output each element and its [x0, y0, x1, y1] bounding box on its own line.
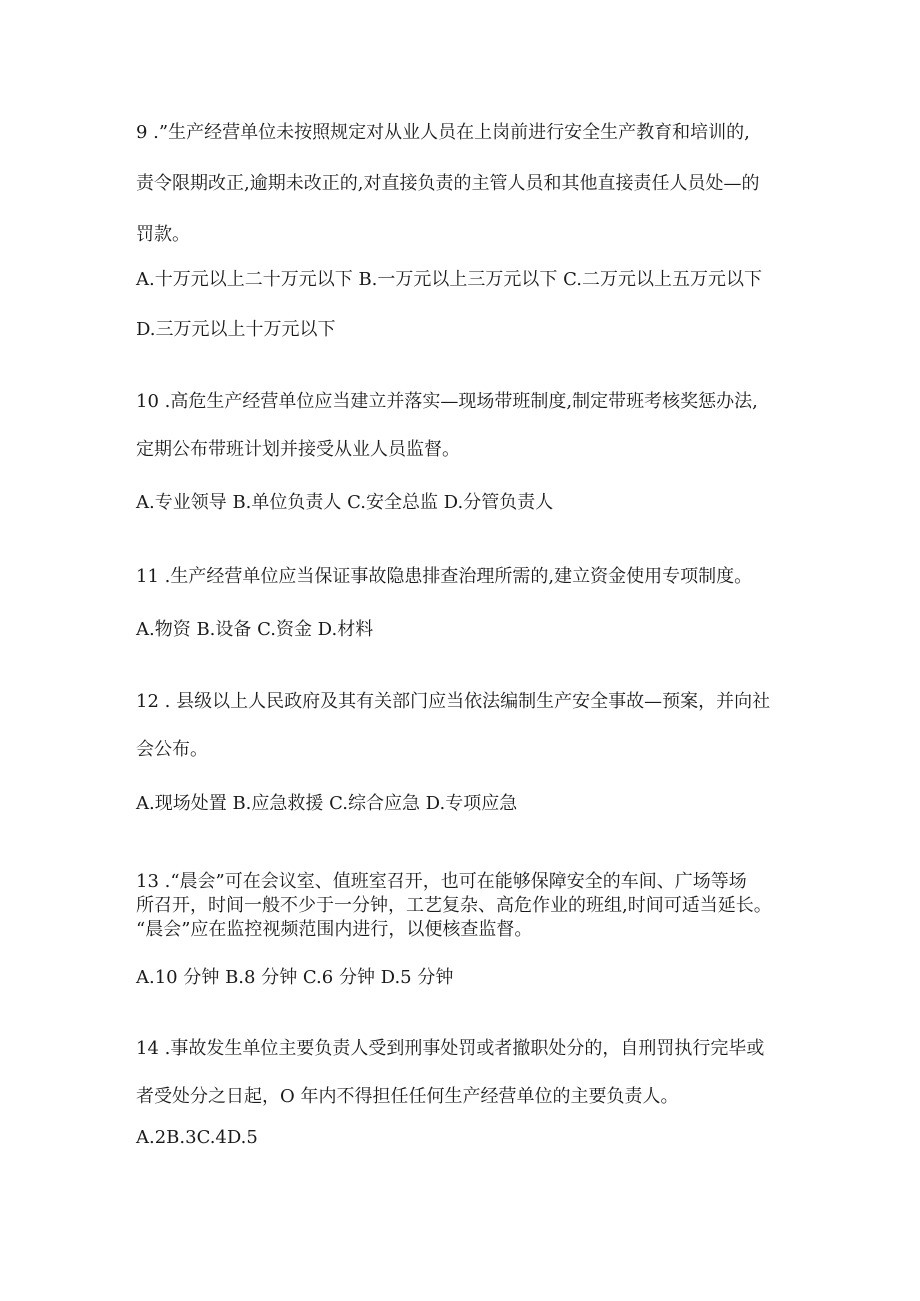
question-10-line-1: 10 .高危生产经营单位应当建立并落实—现场带班制度,制定带班考核奖惩办法,	[136, 391, 758, 412]
question-9-options-1: A.十万元以上二十万元以下 B.一万元以上三万元以下 C.二万元以上五万元以下	[136, 269, 762, 290]
question-10-options: A.专业领导 B.单位负责人 C.安全总监 D.分管负责人	[136, 492, 554, 513]
question-13-line-1: 13 .“晨会”可在会议室、值班室召开，也可在能够保障安全的车间、广场等场	[136, 871, 747, 892]
question-9-line-3: 罚款。	[136, 224, 190, 245]
question-9-line-1: 9 .”生产经营单位未按照规定对从业人员在上岗前进行安全生产教育和培训的,	[136, 122, 750, 143]
question-13-line-2: 所召开，时间一般不少于一分钟，工艺复杂、高危作业的班组,时间可适当延长。	[136, 895, 772, 916]
question-9-line-2: 责令限期改正,逾期未改正的,对直接负责的主管人员和其他直接责任人员处—的	[136, 173, 760, 194]
question-13-line-3: “晨会”应在监控视频范围内进行，以便核查监督。	[136, 919, 533, 940]
question-14-options: A.2B.3C.4D.5	[136, 1127, 258, 1148]
question-14-line-2: 者受处分之日起，O 年内不得担任任何生产经营单位的主要负责人。	[136, 1086, 679, 1107]
question-11-options: A.物资 B.设备 C.资金 D.材料	[136, 619, 374, 640]
question-10-line-2: 定期公布带班计划并接受从业人员监督。	[136, 439, 460, 460]
question-12-line-2: 会公布。	[136, 739, 208, 760]
question-14-line-1: 14 .事故发生单位主要负责人受到刑事处罚或者撤职处分的，自刑罚执行完毕或	[136, 1038, 765, 1059]
question-12-options: A.现场处置 B.应急救援 C.综合应急 D.专项应急	[136, 793, 518, 814]
question-13-options: A.10 分钟 B.8 分钟 C.6 分钟 D.5 分钟	[136, 967, 454, 988]
question-9-options-2: D.三万元以上十万元以下	[136, 319, 336, 340]
question-11-line-1: 11 .生产经营单位应当保证事故隐患排查治理所需的,建立资金使用专项制度。	[136, 566, 753, 587]
question-12-line-1: 12 . 县级以上人民政府及其有关部门应当依法编制生产安全事故—预案，并向社	[136, 691, 771, 712]
